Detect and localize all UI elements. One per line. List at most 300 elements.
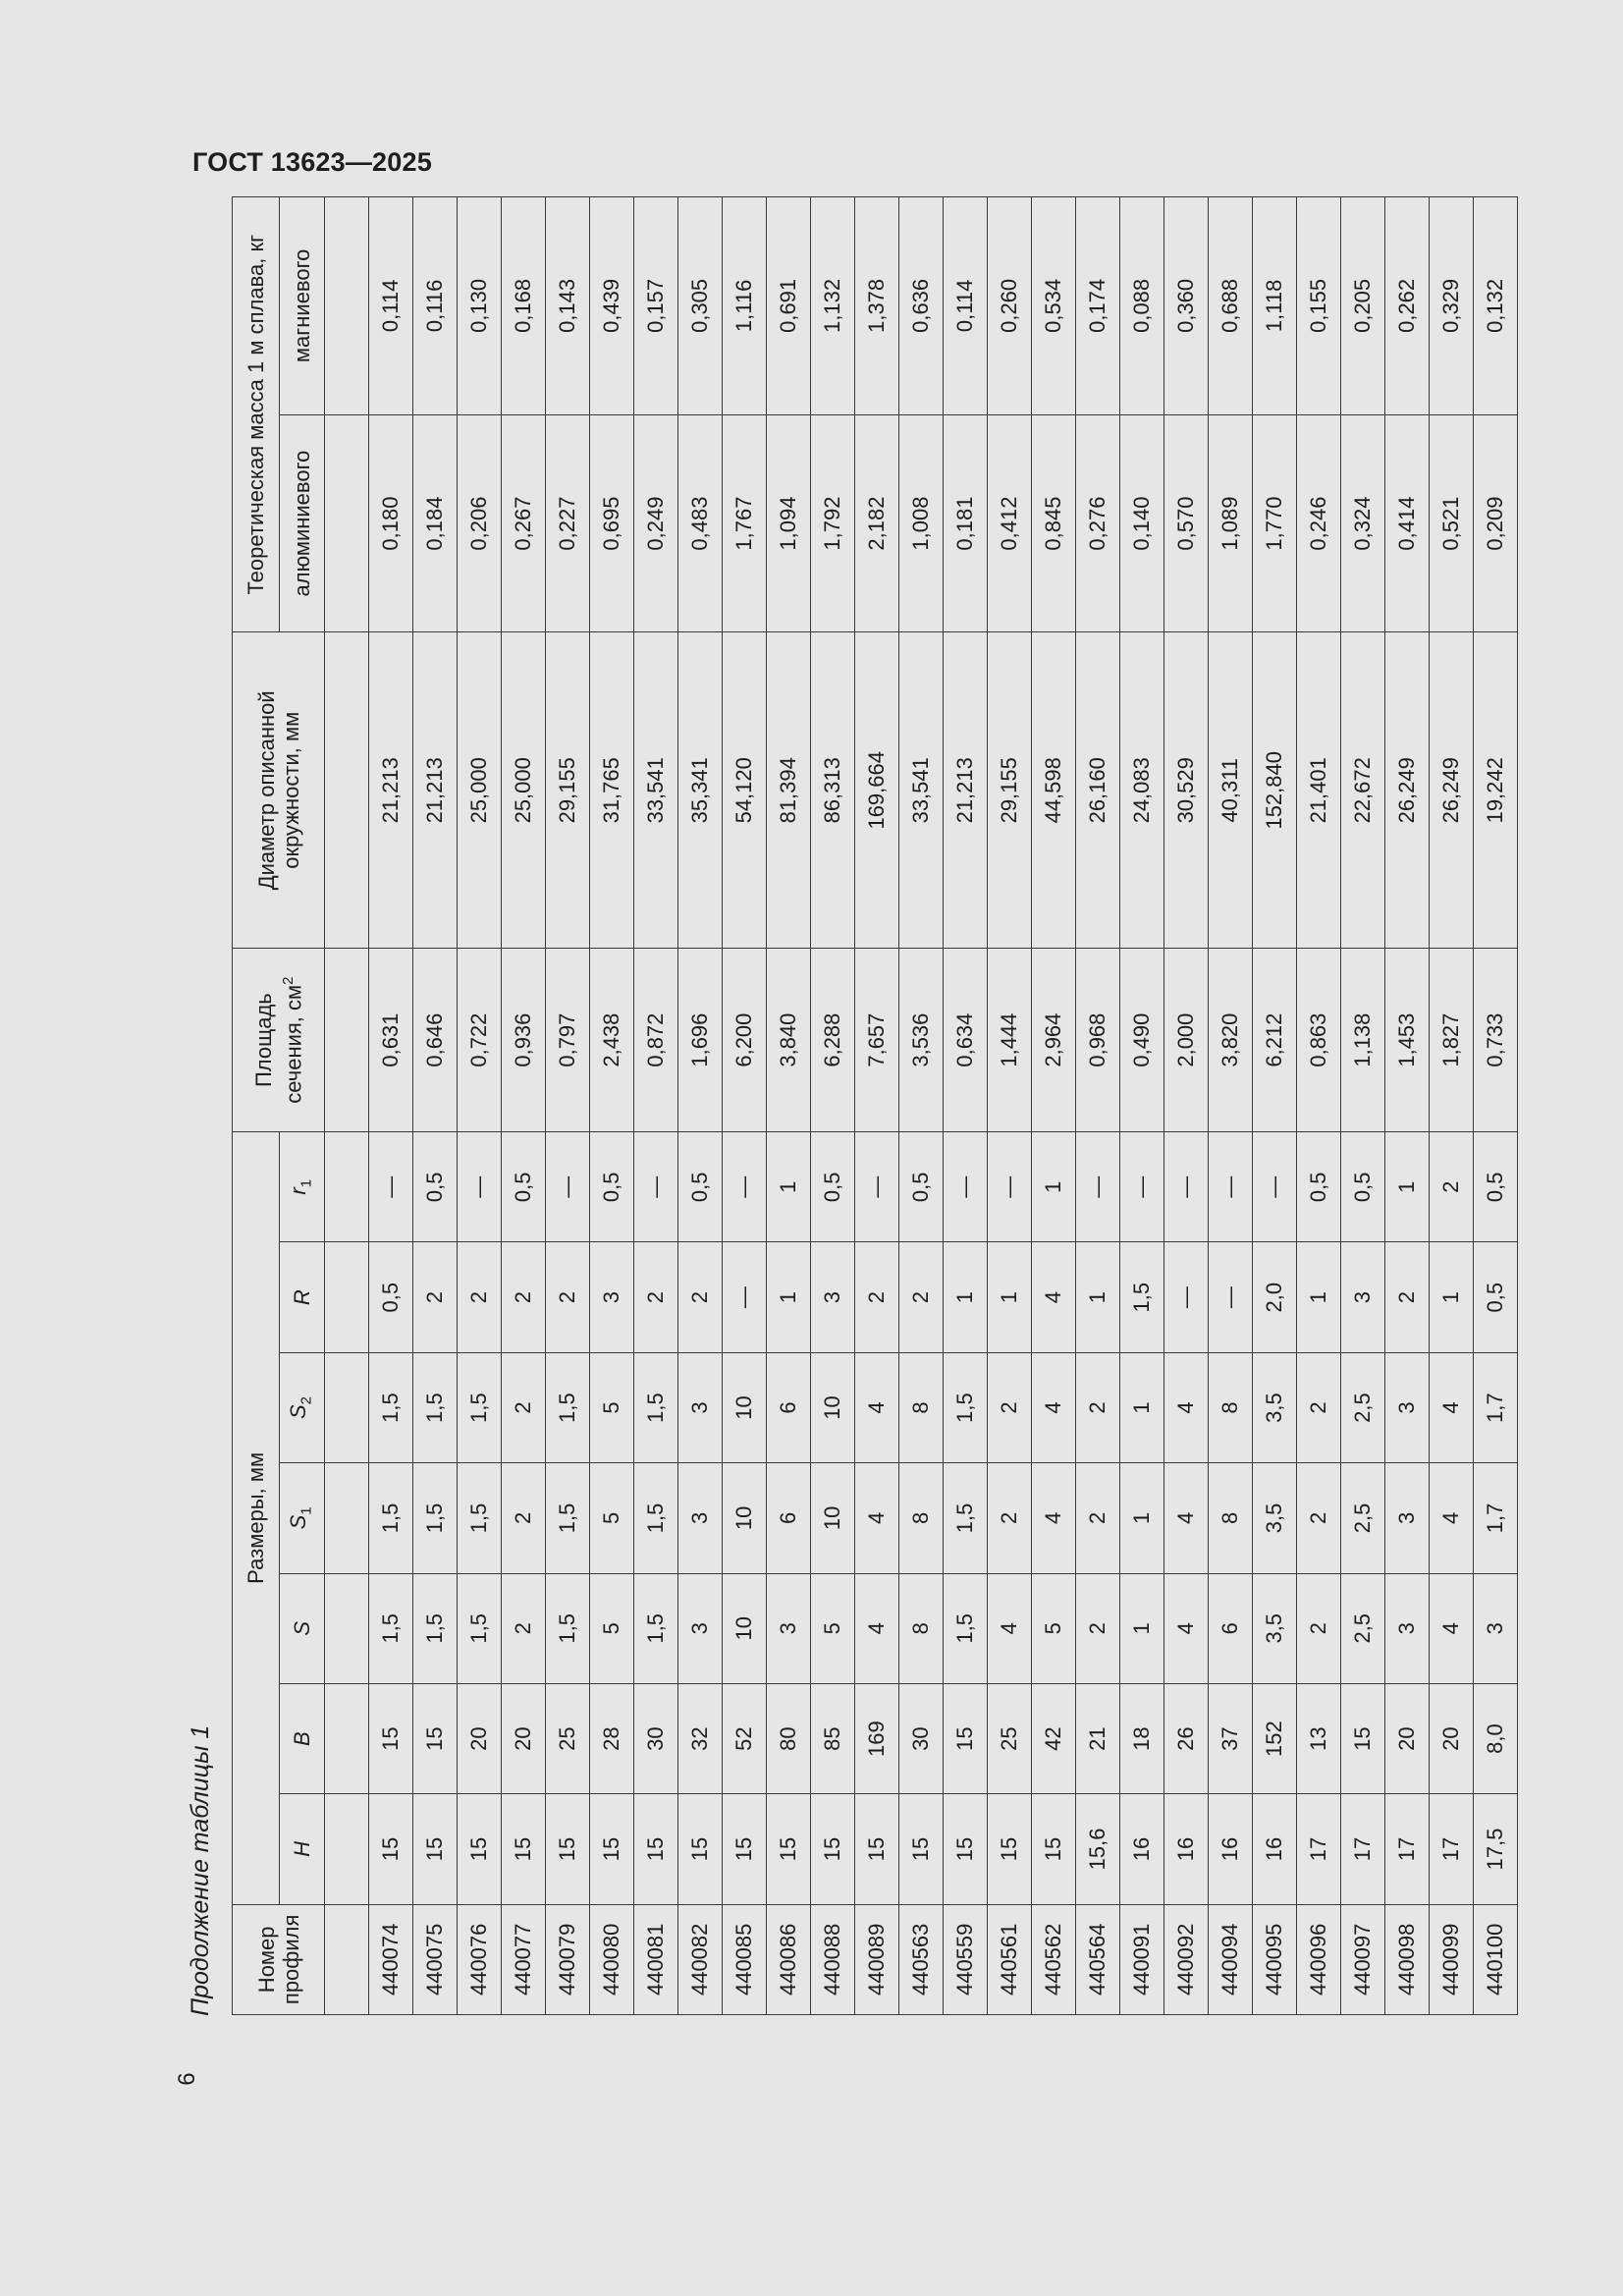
cell-mass-aluminum: 0,267 (502, 414, 546, 632)
cell-S2: 1,5 (944, 1352, 988, 1462)
cell-mass-aluminum: 0,414 (1385, 414, 1430, 632)
page-number: 6 (174, 2072, 200, 2086)
cell-area: 1,696 (678, 949, 723, 1132)
cell-mass-magnesium: 0,262 (1385, 197, 1430, 415)
cell-area: 7,657 (855, 949, 899, 1132)
cell-profile-number: 440561 (988, 1904, 1032, 2014)
cell-S2: 1 (1120, 1352, 1164, 1462)
cell-mass-magnesium: 0,439 (590, 197, 634, 415)
cell-B: 30 (634, 1683, 678, 1793)
cell-diameter: 33,541 (899, 632, 944, 949)
cell-S1: 5 (590, 1463, 634, 1573)
cell-mass-aluminum: 0,227 (546, 414, 590, 632)
cell-area: 0,968 (1076, 949, 1120, 1132)
cell-B: 32 (678, 1683, 723, 1793)
table-row (1341, 197, 1385, 2015)
cell-S: 1,5 (634, 1573, 678, 1683)
table-row (723, 197, 767, 2015)
cell-mass-magnesium: 0,116 (413, 197, 458, 415)
cell-mass-magnesium: 0,534 (1032, 197, 1076, 415)
cell-diameter: 19,242 (1474, 632, 1518, 949)
cell-mass-magnesium: 0,132 (1474, 197, 1518, 415)
cell-S2: 1,5 (369, 1352, 413, 1462)
cell-r1: 1 (767, 1132, 811, 1242)
cell-H: 17 (1341, 1794, 1385, 1904)
cell-r1: — (369, 1132, 413, 1242)
cell-r1: — (1209, 1132, 1253, 1242)
cell-mass-aluminum: 2,182 (855, 414, 899, 632)
cell-mass-magnesium: 0,205 (1341, 197, 1385, 415)
cell-S1: 4 (1032, 1463, 1076, 1573)
cell-diameter: 21,213 (944, 632, 988, 949)
cell-S2: 8 (1209, 1352, 1253, 1462)
cell-mass-magnesium: 1,116 (723, 197, 767, 415)
cell-r1: 0,5 (590, 1132, 634, 1242)
cell-S: 1,5 (369, 1573, 413, 1683)
cell-profile-number: 440562 (1032, 1904, 1076, 2014)
cell-profile-number: 440082 (678, 1904, 723, 2014)
cell-diameter: 86,313 (811, 632, 855, 949)
cell-S2: 8 (899, 1352, 944, 1462)
cell-mass-magnesium: 1,378 (855, 197, 899, 415)
cell-B: 42 (1032, 1683, 1076, 1793)
cell-S1: 1,5 (413, 1463, 458, 1573)
cell-profile-number: 440559 (944, 1904, 988, 2014)
cell-mass-aluminum: 0,184 (413, 414, 458, 632)
cell-S2: 2 (502, 1352, 546, 1462)
cell-S2: 2 (988, 1352, 1032, 1462)
cell-area: 1,444 (988, 949, 1032, 1132)
cell-S2: 4 (855, 1352, 899, 1462)
cell-S: 3,5 (1253, 1573, 1297, 1683)
cell-S1: 4 (1164, 1463, 1209, 1573)
cell-area: 2,964 (1032, 949, 1076, 1132)
cell-R: 1,5 (1120, 1242, 1164, 1352)
cell-H: 16 (1120, 1794, 1164, 1904)
cell-S: 3 (1474, 1573, 1518, 1683)
cell-diameter: 33,541 (634, 632, 678, 949)
cell-B: 20 (458, 1683, 502, 1793)
cell-S: 2 (1297, 1573, 1341, 1683)
cell-R: 2 (634, 1242, 678, 1352)
cell-B: 28 (590, 1683, 634, 1793)
cell-S2: 3 (1385, 1352, 1430, 1462)
cell-mass-magnesium: 0,329 (1430, 197, 1474, 415)
cell-r1: — (1164, 1132, 1209, 1242)
table-row (1032, 197, 1076, 2015)
cell-profile-number: 440081 (634, 1904, 678, 2014)
cell-R: 1 (944, 1242, 988, 1352)
cell-profile-number: 440075 (413, 1904, 458, 2014)
cell-H: 15 (944, 1794, 988, 1904)
cell-H: 15 (458, 1794, 502, 1904)
header-r1: $r_1$ (280, 1132, 325, 1242)
cell-S: 1,5 (458, 1573, 502, 1683)
header-S1: $S_1$ (280, 1463, 325, 1573)
cell-mass-magnesium: 1,132 (811, 197, 855, 415)
cell-area: 0,722 (458, 949, 502, 1132)
cell-B: 15 (369, 1683, 413, 1793)
cell-S1: 6 (767, 1463, 811, 1573)
cell-area: 2,000 (1164, 949, 1209, 1132)
cell-S1: 1,5 (546, 1463, 590, 1573)
cell-r1: 1 (1385, 1132, 1430, 1242)
cell-B: 25 (546, 1683, 590, 1793)
cell-B: 152 (1253, 1683, 1297, 1793)
cell-r1: 0,5 (413, 1132, 458, 1242)
header-magnesium: магниевого (280, 197, 325, 415)
cell-mass-aluminum: 0,140 (1120, 414, 1164, 632)
table-row (369, 197, 413, 2015)
cell-S1: 1,7 (1474, 1463, 1518, 1573)
cell-area: 0,631 (369, 949, 413, 1132)
cell-R: 1 (767, 1242, 811, 1352)
cell-R: 2 (458, 1242, 502, 1352)
cell-area: 1,138 (1341, 949, 1385, 1132)
table-row (678, 197, 723, 2015)
cell-R: 2 (546, 1242, 590, 1352)
cell-H: 15 (546, 1794, 590, 1904)
cell-S2: 2 (1297, 1352, 1341, 1462)
cell-S1: 1,5 (944, 1463, 988, 1573)
cell-S1: 2 (988, 1463, 1032, 1573)
cell-B: 15 (413, 1683, 458, 1793)
cell-area: 0,634 (944, 949, 988, 1132)
cell-B: 15 (944, 1683, 988, 1793)
cell-mass-aluminum: 1,008 (899, 414, 944, 632)
cell-S2: 3,5 (1253, 1352, 1297, 1462)
cell-B: 20 (502, 1683, 546, 1793)
cell-mass-aluminum: 0,246 (1297, 414, 1341, 632)
cell-S1: 2 (502, 1463, 546, 1573)
cell-diameter: 26,160 (1076, 632, 1120, 949)
cell-diameter: 25,000 (502, 632, 546, 949)
cell-S: 8 (899, 1573, 944, 1683)
cell-S1: 3 (678, 1463, 723, 1573)
cell-H: 16 (1164, 1794, 1209, 1904)
cell-R: — (1209, 1242, 1253, 1352)
cell-S2: 10 (723, 1352, 767, 1462)
rotated-page-content (174, 0, 1612, 2096)
cell-R: 0,5 (1474, 1242, 1518, 1352)
table-row (1120, 197, 1164, 2015)
cell-area: 0,646 (413, 949, 458, 1132)
cell-S: 6 (1209, 1573, 1253, 1683)
cell-H: 15 (590, 1794, 634, 1904)
cell-R: 2,0 (1253, 1242, 1297, 1352)
cell-S: 4 (1430, 1573, 1474, 1683)
cell-r1: 2 (1430, 1132, 1474, 1242)
cell-mass-magnesium: 0,688 (1209, 197, 1253, 415)
cell-B: 20 (1385, 1683, 1430, 1793)
table-row (1209, 197, 1253, 2015)
header-H: H (280, 1794, 325, 1904)
cell-H: 15 (634, 1794, 678, 1904)
cell-mass-magnesium: 0,636 (899, 197, 944, 415)
cell-B: 18 (1120, 1683, 1164, 1793)
cell-S1: 2,5 (1341, 1463, 1385, 1573)
cell-diameter: 30,529 (1164, 632, 1209, 949)
header-profile-number: Номер профиля (233, 1904, 325, 2014)
cell-R: 4 (1032, 1242, 1076, 1352)
cell-S: 5 (1032, 1573, 1076, 1683)
cell-diameter: 81,394 (767, 632, 811, 949)
cell-S: 3 (678, 1573, 723, 1683)
cell-R: — (1164, 1242, 1209, 1352)
cell-S1: 1,5 (634, 1463, 678, 1573)
cell-diameter: 152,840 (1253, 632, 1297, 949)
table-row (1474, 197, 1518, 2015)
cell-H: 17,5 (1474, 1794, 1518, 1904)
cell-B: 20 (1430, 1683, 1474, 1793)
cell-B: 30 (899, 1683, 944, 1793)
table-row (458, 197, 502, 2015)
cell-r1: 0,5 (678, 1132, 723, 1242)
cell-R: 3 (1341, 1242, 1385, 1352)
cell-area: 0,490 (1120, 949, 1164, 1132)
cell-H: 15,6 (1076, 1794, 1120, 1904)
cell-S: 5 (590, 1573, 634, 1683)
header-B: B (280, 1683, 325, 1793)
header-diameter: Диаметр описанной окружности, мм (233, 632, 325, 949)
table-row (811, 197, 855, 2015)
table-row (1297, 197, 1341, 2015)
cell-r1: 1 (1032, 1132, 1076, 1242)
cell-diameter: 44,598 (1032, 632, 1076, 949)
cell-R: 2 (1385, 1242, 1430, 1352)
cell-r1: — (944, 1132, 988, 1242)
cell-R: 0,5 (369, 1242, 413, 1352)
cell-S1: 3 (1385, 1463, 1430, 1573)
cell-mass-magnesium: 0,305 (678, 197, 723, 415)
cell-mass-aluminum: 0,181 (944, 414, 988, 632)
cell-diameter: 29,155 (988, 632, 1032, 949)
table-row (413, 197, 458, 2015)
cell-profile-number: 440085 (723, 1904, 767, 2014)
cell-profile-number: 440099 (1430, 1904, 1474, 2014)
header-R: R (280, 1242, 325, 1352)
cell-S1: 8 (899, 1463, 944, 1573)
cell-B: 80 (767, 1683, 811, 1793)
cell-r1: 0,5 (899, 1132, 944, 1242)
cell-profile-number: 440100 (1474, 1904, 1518, 2014)
cell-S2: 4 (1164, 1352, 1209, 1462)
cell-profile-number: 440091 (1120, 1904, 1164, 2014)
cell-profile-number: 440094 (1209, 1904, 1253, 2014)
cell-profile-number: 440079 (546, 1904, 590, 2014)
cell-B: 85 (811, 1683, 855, 1793)
cell-S1: 10 (811, 1463, 855, 1573)
table-row (502, 197, 546, 2015)
cell-r1: — (988, 1132, 1032, 1242)
cell-mass-aluminum: 1,767 (723, 414, 767, 632)
cell-r1: — (1253, 1132, 1297, 1242)
table-row (767, 197, 811, 2015)
cell-H: 17 (1297, 1794, 1341, 1904)
cell-H: 15 (855, 1794, 899, 1904)
cell-r1: — (546, 1132, 590, 1242)
cell-diameter: 54,120 (723, 632, 767, 949)
cell-B: 26 (1164, 1683, 1209, 1793)
cell-S: 1,5 (413, 1573, 458, 1683)
cell-mass-magnesium: 0,155 (1297, 197, 1341, 415)
cell-R: 1 (1297, 1242, 1341, 1352)
cell-H: 15 (413, 1794, 458, 1904)
cell-profile-number: 440076 (458, 1904, 502, 2014)
cell-mass-aluminum: 1,094 (767, 414, 811, 632)
cell-S1: 2 (1076, 1463, 1120, 1573)
cell-mass-magnesium: 0,088 (1120, 197, 1164, 415)
cell-profile-number: 440096 (1297, 1904, 1341, 2014)
cell-diameter: 21,213 (369, 632, 413, 949)
cell-diameter: 21,213 (413, 632, 458, 949)
cell-H: 15 (988, 1794, 1032, 1904)
cell-area: 0,936 (502, 949, 546, 1132)
cell-S: 5 (811, 1573, 855, 1683)
cell-profile-number: 440095 (1253, 1904, 1297, 2014)
cell-mass-aluminum: 0,845 (1032, 414, 1076, 632)
cell-diameter: 31,765 (590, 632, 634, 949)
cell-S2: 1,5 (634, 1352, 678, 1462)
cell-diameter: 26,249 (1430, 632, 1474, 949)
cell-mass-aluminum: 0,521 (1430, 414, 1474, 632)
cell-B: 15 (1341, 1683, 1385, 1793)
cell-H: 15 (678, 1794, 723, 1904)
cell-S2: 4 (1032, 1352, 1076, 1462)
cell-R: 2 (413, 1242, 458, 1352)
table-row (1430, 197, 1474, 2015)
cell-S: 2,5 (1341, 1573, 1385, 1683)
header-area: Площадь сечения, $см^2$ (233, 949, 325, 1132)
cell-mass-aluminum: 1,770 (1253, 414, 1297, 632)
cell-r1: — (1076, 1132, 1120, 1242)
table-row (634, 197, 678, 2015)
cell-S1: 3,5 (1253, 1463, 1297, 1573)
cell-mass-aluminum: 0,249 (634, 414, 678, 632)
cell-S2: 2,5 (1341, 1352, 1385, 1462)
cell-H: 15 (1032, 1794, 1076, 1904)
cell-S2: 10 (811, 1352, 855, 1462)
cell-S: 4 (855, 1573, 899, 1683)
cell-S2: 1,5 (413, 1352, 458, 1462)
cell-R: 3 (811, 1242, 855, 1352)
cell-mass-aluminum: 0,483 (678, 414, 723, 632)
cell-S: 1,5 (944, 1573, 988, 1683)
cell-S1: 1 (1120, 1463, 1164, 1573)
table-row (1076, 197, 1120, 2015)
cell-diameter: 25,000 (458, 632, 502, 949)
cell-R: 2 (502, 1242, 546, 1352)
table-row (1164, 197, 1209, 2015)
cell-area: 0,733 (1474, 949, 1518, 1132)
table-row (1253, 197, 1297, 2015)
cell-r1: — (1120, 1132, 1164, 1242)
cell-mass-aluminum: 0,209 (1474, 414, 1518, 632)
cell-profile-number: 440092 (1164, 1904, 1209, 2014)
cell-H: 15 (767, 1794, 811, 1904)
cell-mass-aluminum: 1,089 (1209, 414, 1253, 632)
cell-r1: 0,5 (1297, 1132, 1341, 1242)
cell-R: 3 (590, 1242, 634, 1352)
cell-H: 17 (1385, 1794, 1430, 1904)
table-row (1385, 197, 1430, 2015)
cell-S1: 4 (855, 1463, 899, 1573)
cell-mass-magnesium: 0,260 (988, 197, 1032, 415)
cell-B: 37 (1209, 1683, 1253, 1793)
cell-profile-number: 440080 (590, 1904, 634, 2014)
cell-mass-magnesium: 0,360 (1164, 197, 1209, 415)
cell-S: 1 (1120, 1573, 1164, 1683)
cell-area: 1,453 (1385, 949, 1430, 1132)
cell-S: 10 (723, 1573, 767, 1683)
cell-mass-aluminum: 0,180 (369, 414, 413, 632)
cell-R: — (723, 1242, 767, 1352)
cell-mass-magnesium: 0,143 (546, 197, 590, 415)
cell-mass-magnesium: 0,114 (369, 197, 413, 415)
cell-mass-aluminum: 0,695 (590, 414, 634, 632)
cell-diameter: 169,664 (855, 632, 899, 949)
cell-H: 15 (723, 1794, 767, 1904)
cell-profile-number: 440074 (369, 1904, 413, 2014)
cell-B: 13 (1297, 1683, 1341, 1793)
table-row (899, 197, 944, 2015)
cell-mass-aluminum: 0,324 (1341, 414, 1385, 632)
cell-area: 6,212 (1253, 949, 1297, 1132)
cell-r1: — (855, 1132, 899, 1242)
cell-B: 21 (1076, 1683, 1120, 1793)
cell-profile-number: 440098 (1385, 1904, 1430, 2014)
cell-B: 8,0 (1474, 1683, 1518, 1793)
cell-r1: 0,5 (1341, 1132, 1385, 1242)
cell-S1: 10 (723, 1463, 767, 1573)
cell-S: 1,5 (546, 1573, 590, 1683)
cell-area: 3,840 (767, 949, 811, 1132)
cell-R: 2 (678, 1242, 723, 1352)
document-title: ГОСТ 13623—2025 (192, 147, 432, 177)
cell-H: 16 (1209, 1794, 1253, 1904)
cell-R: 2 (899, 1242, 944, 1352)
cell-r1: — (458, 1132, 502, 1242)
cell-profile-number: 440097 (1341, 1904, 1385, 2014)
cell-profile-number: 440088 (811, 1904, 855, 2014)
cell-area: 0,863 (1297, 949, 1341, 1132)
cell-profile-number: 440089 (855, 1904, 899, 2014)
cell-S: 2 (502, 1573, 546, 1683)
cell-S1: 4 (1430, 1463, 1474, 1573)
cell-S: 4 (1164, 1573, 1209, 1683)
cell-r1: — (634, 1132, 678, 1242)
header-dimensions-group: Размеры, мм (233, 1132, 280, 1905)
cell-B: 25 (988, 1683, 1032, 1793)
cell-profile-number: 440077 (502, 1904, 546, 2014)
cell-mass-magnesium: 0,691 (767, 197, 811, 415)
cell-diameter: 21,401 (1297, 632, 1341, 949)
table-caption: Продолжение таблицы 1 (187, 1724, 214, 2016)
cell-S2: 2 (1076, 1352, 1120, 1462)
cell-mass-magnesium: 0,114 (944, 197, 988, 415)
cell-S1: 1,5 (369, 1463, 413, 1573)
cell-mass-magnesium: 0,157 (634, 197, 678, 415)
cell-S: 2 (1076, 1573, 1120, 1683)
cell-mass-magnesium: 0,130 (458, 197, 502, 415)
profiles-table (232, 196, 1518, 2015)
cell-S: 3 (1385, 1573, 1430, 1683)
cell-S2: 1,5 (546, 1352, 590, 1462)
cell-area: 3,536 (899, 949, 944, 1132)
cell-mass-magnesium: 0,168 (502, 197, 546, 415)
cell-mass-aluminum: 0,276 (1076, 414, 1120, 632)
cell-H: 15 (502, 1794, 546, 1904)
